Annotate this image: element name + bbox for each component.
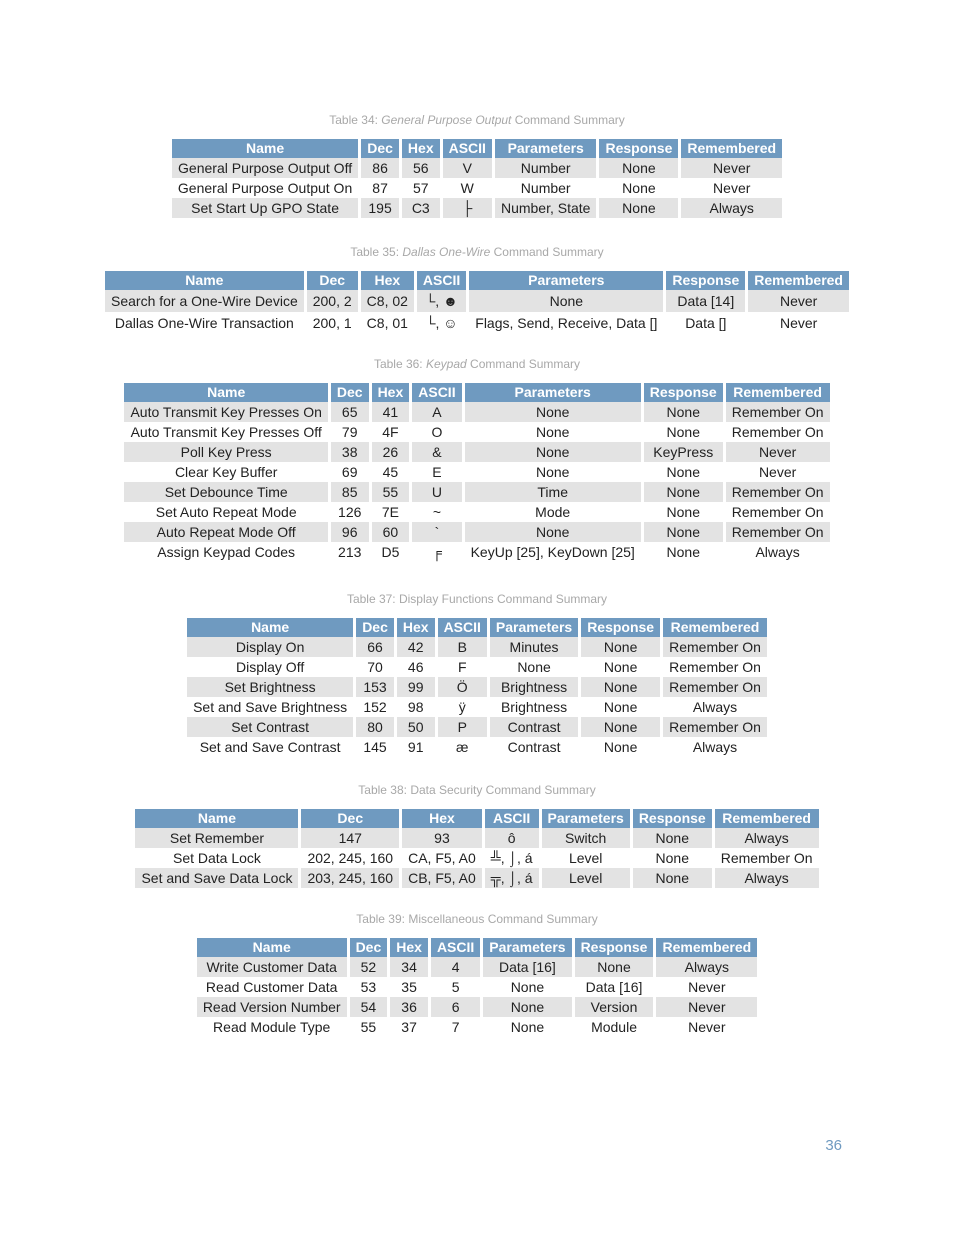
table-row: [124, 402, 829, 422]
cell-response: None: [666, 424, 700, 440]
cell-parameters: Switch: [542, 828, 630, 848]
column-header-name: Name: [135, 809, 298, 828]
cell-response: KeyPress: [644, 442, 723, 462]
cell-parameters: None: [510, 1019, 545, 1035]
cell-dec: 52: [350, 957, 388, 977]
page-number: 36: [825, 1137, 842, 1154]
cell-hex: 34: [390, 957, 428, 977]
cell-hex: CA, F5, A0: [408, 850, 476, 866]
cell-remembered: Remember On: [731, 424, 824, 440]
cell-parameters: None: [517, 659, 551, 675]
caption-italic: Keypad: [425, 357, 467, 371]
cell-response: None: [644, 482, 723, 502]
table-row: [135, 828, 818, 848]
caption-suffix: Command Summary: [466, 357, 581, 371]
cell-hex: 35: [401, 979, 417, 995]
cell-dec: 87: [372, 180, 388, 196]
column-header-dec: Dec: [361, 139, 399, 158]
cell-dec: 200, 2: [307, 290, 358, 312]
cell-parameters: Brightness: [490, 677, 578, 697]
cell-hex: 41: [372, 402, 410, 422]
table-row: [187, 737, 767, 757]
cell-response: Module: [591, 1019, 637, 1035]
cell-ascii: ╩, ⌡, á: [490, 850, 533, 866]
table-row: [124, 502, 829, 522]
cell-response: None: [581, 717, 660, 737]
cell-hex: 45: [382, 464, 399, 480]
cell-name: Set Remember: [135, 828, 298, 848]
column-header-response: Response: [666, 271, 745, 290]
miscellaneous-command-table: [194, 938, 760, 1037]
column-header-name: Name: [187, 618, 353, 637]
column-header-hex: Hex: [402, 809, 482, 828]
cell-hex: 56: [402, 158, 440, 178]
caption-italic: Dallas One-Wire: [402, 245, 491, 259]
cell-dec: 145: [363, 739, 387, 755]
cell-name: Set Start Up GPO State: [172, 198, 358, 218]
cell-name: Set Debounce Time: [124, 482, 327, 502]
table-row: [124, 442, 829, 462]
column-header-ascii: ASCII: [412, 383, 461, 402]
cell-parameters: KeyUp [25], KeyDown [25]: [470, 544, 635, 560]
cell-dec: 195: [361, 198, 399, 218]
cell-parameters: Mode: [535, 504, 571, 520]
cell-dec: 126: [338, 504, 362, 520]
cell-remembered: Remember On: [720, 850, 813, 866]
caption-text: Table 38: Data Security Command Summary: [358, 783, 596, 797]
cell-response: Version: [575, 997, 654, 1017]
cell-name: Assign Keypad Codes: [157, 544, 296, 560]
cell-dec: 213: [338, 544, 362, 560]
cell-remembered: Never: [726, 442, 830, 462]
cell-hex: C8, 02: [361, 290, 414, 312]
cell-name: Dallas One-Wire Transaction: [114, 315, 294, 331]
cell-ascii: W: [460, 180, 474, 196]
column-header-dec: Dec: [350, 938, 388, 957]
column-header-remembered: Remembered: [715, 809, 819, 828]
table-row: [187, 697, 767, 717]
cell-response: None: [644, 402, 723, 422]
cell-remembered: Always: [715, 868, 819, 888]
cell-dec: 152: [363, 699, 387, 715]
cell-remembered: Never: [748, 290, 849, 312]
cell-name: Set and Save Brightness: [193, 699, 348, 715]
cell-ascii: `: [412, 522, 461, 542]
caption-prefix: Table 36:: [373, 357, 426, 371]
table-row: [197, 957, 757, 977]
cell-remembered: Never: [758, 464, 797, 480]
cell-ascii: ├: [443, 198, 492, 218]
cell-parameters: Number: [495, 158, 597, 178]
cell-response: None: [581, 637, 660, 657]
cell-name: Read Module Type: [213, 1019, 331, 1035]
cell-hex: 42: [397, 637, 435, 657]
cell-name: Poll Key Press: [124, 442, 327, 462]
cell-dec: 53: [360, 979, 377, 995]
cell-parameters: Data [16]: [483, 957, 571, 977]
cell-remembered: Remember On: [726, 402, 830, 422]
column-header-hex: Hex: [402, 139, 440, 158]
cell-parameters: Number: [520, 180, 571, 196]
cell-ascii: ô: [485, 828, 539, 848]
table-row: [187, 637, 767, 657]
cell-remembered: Always: [755, 544, 800, 560]
header-row: [172, 139, 782, 158]
cell-hex: 36: [390, 997, 428, 1017]
cell-ascii: &: [412, 442, 461, 462]
cell-remembered: Always: [692, 699, 738, 715]
cell-name: Auto Transmit Key Presses On: [124, 402, 327, 422]
cell-name: Set Brightness: [187, 677, 353, 697]
column-header-response: Response: [575, 938, 654, 957]
cell-response: None: [599, 158, 678, 178]
cell-ascii: E: [432, 464, 442, 480]
cell-parameters: Time: [465, 482, 641, 502]
column-header-response: Response: [599, 139, 678, 158]
cell-ascii: F: [457, 659, 467, 675]
table-36-caption: [0, 355, 954, 373]
cell-parameters: None: [483, 997, 571, 1017]
cell-hex: 37: [401, 1019, 417, 1035]
cell-parameters: None: [535, 464, 570, 480]
cell-remembered: Never: [713, 180, 751, 196]
table-38-block: [0, 781, 954, 888]
cell-response: None: [633, 828, 712, 848]
column-header-parameters: Parameters: [542, 809, 630, 828]
cell-response: None: [603, 739, 638, 755]
caption-suffix: Command Summary: [511, 113, 625, 127]
cell-dec: 203, 245, 160: [301, 868, 399, 888]
cell-hex: 46: [407, 659, 424, 675]
caption-text: Table 37: Display Functions Command Summary: [346, 592, 608, 606]
cell-remembered: Remember On: [731, 504, 824, 520]
header-row: [187, 618, 767, 637]
cell-parameters: None: [465, 522, 641, 542]
cell-name: Read Version Number: [197, 997, 347, 1017]
column-header-parameters: Parameters: [469, 271, 663, 290]
cell-hex: 98: [407, 699, 424, 715]
cell-dec: 153: [356, 677, 394, 697]
cell-name: Write Customer Data: [197, 957, 347, 977]
cell-ascii: ~: [432, 504, 442, 520]
cell-name: Display Off: [236, 659, 305, 675]
column-header-remembered: Remembered: [663, 618, 767, 637]
table-row: [187, 677, 767, 697]
cell-hex: C8, 01: [366, 315, 408, 331]
table-36-block: [0, 355, 954, 562]
column-header-ascii: ASCII: [485, 809, 539, 828]
cell-dec: 80: [356, 717, 394, 737]
cell-ascii: 7: [451, 1019, 460, 1035]
cell-parameters: Minutes: [490, 637, 578, 657]
cell-dec: 147: [301, 828, 399, 848]
cell-hex: 60: [372, 522, 410, 542]
cell-dec: 85: [331, 482, 369, 502]
cell-name: Set Contrast: [187, 717, 353, 737]
column-header-response: Response: [644, 383, 723, 402]
column-header-dec: Dec: [307, 271, 358, 290]
cell-remembered: Always: [692, 739, 738, 755]
cell-name: Display On: [187, 637, 353, 657]
column-header-ascii: ASCII: [443, 139, 492, 158]
cell-dec: 202, 245, 160: [307, 850, 394, 866]
cell-dec: 38: [331, 442, 369, 462]
cell-parameters: Number, State: [495, 198, 597, 218]
cell-response: None: [599, 198, 678, 218]
cell-ascii: 5: [451, 979, 460, 995]
column-header-parameters: Parameters: [483, 938, 571, 957]
data-security-command-table: [132, 809, 821, 888]
cell-ascii: └, ☻: [417, 290, 466, 312]
cell-parameters: None: [469, 290, 663, 312]
cell-response: None: [666, 504, 700, 520]
cell-hex: 50: [397, 717, 435, 737]
table-34-caption: [0, 111, 954, 129]
cell-parameters: None: [510, 979, 545, 995]
table-row: [172, 158, 782, 178]
table-37-block: [0, 590, 954, 757]
table-35-block: [0, 243, 954, 334]
cell-response: None: [666, 544, 700, 560]
cell-response: None: [581, 677, 660, 697]
header-row: [124, 383, 829, 402]
cell-ascii: 6: [431, 997, 480, 1017]
column-header-dec: Dec: [331, 383, 369, 402]
header-row: [197, 938, 757, 957]
column-header-hex: Hex: [397, 618, 435, 637]
display-functions-command-table: [184, 618, 770, 757]
column-header-hex: Hex: [372, 383, 410, 402]
cell-response: Data []: [685, 315, 727, 331]
cell-name: General Purpose Output Off: [172, 158, 358, 178]
table-34-block: [0, 111, 954, 218]
cell-ascii: Ö: [438, 677, 487, 697]
column-header-response: Response: [633, 809, 712, 828]
column-header-remembered: Remembered: [748, 271, 849, 290]
cell-remembered: Never: [688, 979, 726, 995]
column-header-name: Name: [172, 139, 358, 158]
cell-remembered: Never: [688, 1019, 726, 1035]
column-header-dec: Dec: [356, 618, 394, 637]
cell-name: Clear Key Buffer: [174, 464, 278, 480]
cell-response: Data [16]: [585, 979, 643, 995]
cell-ascii: æ: [456, 739, 469, 755]
table-38-caption: [0, 781, 954, 799]
cell-response: None: [633, 868, 712, 888]
cell-parameters: Brightness: [500, 699, 568, 715]
cell-hex: 99: [397, 677, 435, 697]
cell-remembered: Always: [715, 828, 819, 848]
cell-ascii: P: [438, 717, 487, 737]
cell-parameters: None: [535, 424, 570, 440]
cell-dec: 79: [341, 424, 358, 440]
column-header-response: Response: [581, 618, 660, 637]
column-header-hex: Hex: [390, 938, 428, 957]
cell-remembered: Never: [681, 158, 782, 178]
cell-remembered: Remember On: [663, 677, 767, 697]
cell-remembered: Remember On: [669, 659, 761, 675]
cell-ascii: ╦, ⌡, á: [485, 868, 539, 888]
cell-hex: 4F: [382, 424, 399, 440]
column-header-ascii: ASCII: [438, 618, 487, 637]
table-row: [197, 977, 757, 997]
column-header-ascii: ASCII: [417, 271, 466, 290]
column-header-parameters: Parameters: [490, 618, 578, 637]
cell-ascii: O: [431, 424, 443, 440]
cell-hex: 26: [372, 442, 410, 462]
cell-remembered: Remember On: [663, 717, 767, 737]
header-row: [135, 809, 818, 828]
table-row: [187, 717, 767, 737]
column-header-name: Name: [124, 383, 327, 402]
caption-prefix: Table 35:: [350, 245, 403, 259]
cell-ascii: B: [438, 637, 487, 657]
table-row: [172, 198, 782, 218]
caption-text: Table 39: Miscellaneous Command Summary: [356, 912, 598, 926]
cell-remembered: Never: [656, 997, 757, 1017]
cell-name: Read Customer Data: [205, 979, 338, 995]
cell-ascii: V: [443, 158, 492, 178]
cell-parameters: Flags, Send, Receive, Data []: [475, 315, 658, 331]
cell-hex: 93: [402, 828, 482, 848]
cell-ascii: ╒: [431, 544, 442, 560]
cell-dec: 55: [360, 1019, 377, 1035]
cell-hex: 91: [407, 739, 424, 755]
table-row: [124, 542, 829, 562]
table-row: [135, 868, 818, 888]
cell-name: Set and Save Contrast: [199, 739, 341, 755]
caption-suffix: Command Summary: [490, 245, 604, 259]
table-row: [172, 178, 782, 198]
cell-remembered: Remember On: [726, 482, 830, 502]
cell-dec: 65: [331, 402, 369, 422]
cell-response: None: [603, 659, 638, 675]
column-header-hex: Hex: [361, 271, 414, 290]
cell-name: Search for a One-Wire Device: [105, 290, 304, 312]
table-row: [105, 290, 849, 312]
column-header-ascii: ASCII: [431, 938, 480, 957]
table-row: [105, 312, 849, 334]
table-row: [135, 848, 818, 868]
table-row: [197, 1017, 757, 1037]
table-35-caption: [0, 243, 954, 261]
cell-ascii: 4: [431, 957, 480, 977]
cell-name: Auto Repeat Mode Off: [124, 522, 327, 542]
column-header-name: Name: [105, 271, 304, 290]
cell-name: Set Auto Repeat Mode: [155, 504, 297, 520]
cell-name: Auto Transmit Key Presses Off: [130, 424, 322, 440]
column-header-parameters: Parameters: [495, 139, 597, 158]
column-header-remembered: Remembered: [681, 139, 782, 158]
cell-hex: 7E: [381, 504, 399, 520]
cell-name: Set and Save Data Lock: [135, 868, 298, 888]
caption-italic: General Purpose Output: [381, 113, 512, 127]
cell-ascii: └, ☺: [425, 315, 458, 331]
header-row: [105, 271, 849, 290]
cell-remembered: Remember On: [726, 522, 830, 542]
cell-parameters: None: [465, 402, 641, 422]
column-header-parameters: Parameters: [465, 383, 641, 402]
keypad-command-table: [121, 383, 832, 562]
cell-ascii: A: [412, 402, 461, 422]
gpo-command-table: [169, 139, 785, 218]
cell-remembered: Remember On: [663, 637, 767, 657]
cell-dec: 69: [341, 464, 358, 480]
column-header-dec: Dec: [301, 809, 399, 828]
cell-response: None: [666, 464, 700, 480]
cell-remembered: Always: [681, 198, 782, 218]
column-header-name: Name: [197, 938, 347, 957]
cell-response: None: [644, 522, 723, 542]
cell-hex: CB, F5, A0: [402, 868, 482, 888]
cell-parameters: None: [465, 442, 641, 462]
cell-dec: 66: [356, 637, 394, 657]
one-wire-command-table: [102, 271, 852, 334]
cell-response: None: [622, 180, 656, 196]
cell-dec: 54: [350, 997, 388, 1017]
table-row: [124, 522, 829, 542]
cell-parameters: Level: [542, 868, 630, 888]
column-header-remembered: Remembered: [656, 938, 757, 957]
cell-response: None: [575, 957, 654, 977]
cell-hex: 55: [372, 482, 410, 502]
table-row: [187, 657, 767, 677]
cell-ascii: U: [412, 482, 461, 502]
cell-remembered: Always: [656, 957, 757, 977]
caption-prefix: Table 34:: [329, 113, 382, 127]
cell-hex: D5: [381, 544, 400, 560]
table-row: [124, 422, 829, 442]
cell-dec: 86: [361, 158, 399, 178]
table-39-block: [0, 910, 954, 1037]
table-37-caption: [0, 590, 954, 608]
cell-ascii: ÿ: [458, 699, 466, 715]
cell-response: None: [603, 699, 638, 715]
table-row: [197, 997, 757, 1017]
cell-parameters: Contrast: [507, 739, 561, 755]
cell-hex: C3: [402, 198, 440, 218]
cell-parameters: Contrast: [490, 717, 578, 737]
cell-dec: 70: [367, 659, 383, 675]
table-row: [124, 482, 829, 502]
cell-parameters: Level: [568, 850, 603, 866]
cell-remembered: Never: [779, 315, 818, 331]
cell-dec: 200, 1: [312, 315, 352, 331]
cell-response: None: [655, 850, 689, 866]
cell-name: Set Data Lock: [172, 850, 261, 866]
table-row: [124, 462, 829, 482]
cell-name: General Purpose Output On: [177, 180, 353, 196]
cell-response: Data [14]: [666, 290, 745, 312]
column-header-remembered: Remembered: [726, 383, 830, 402]
cell-hex: 57: [412, 180, 429, 196]
table-39-caption: [0, 910, 954, 928]
cell-dec: 96: [331, 522, 369, 542]
